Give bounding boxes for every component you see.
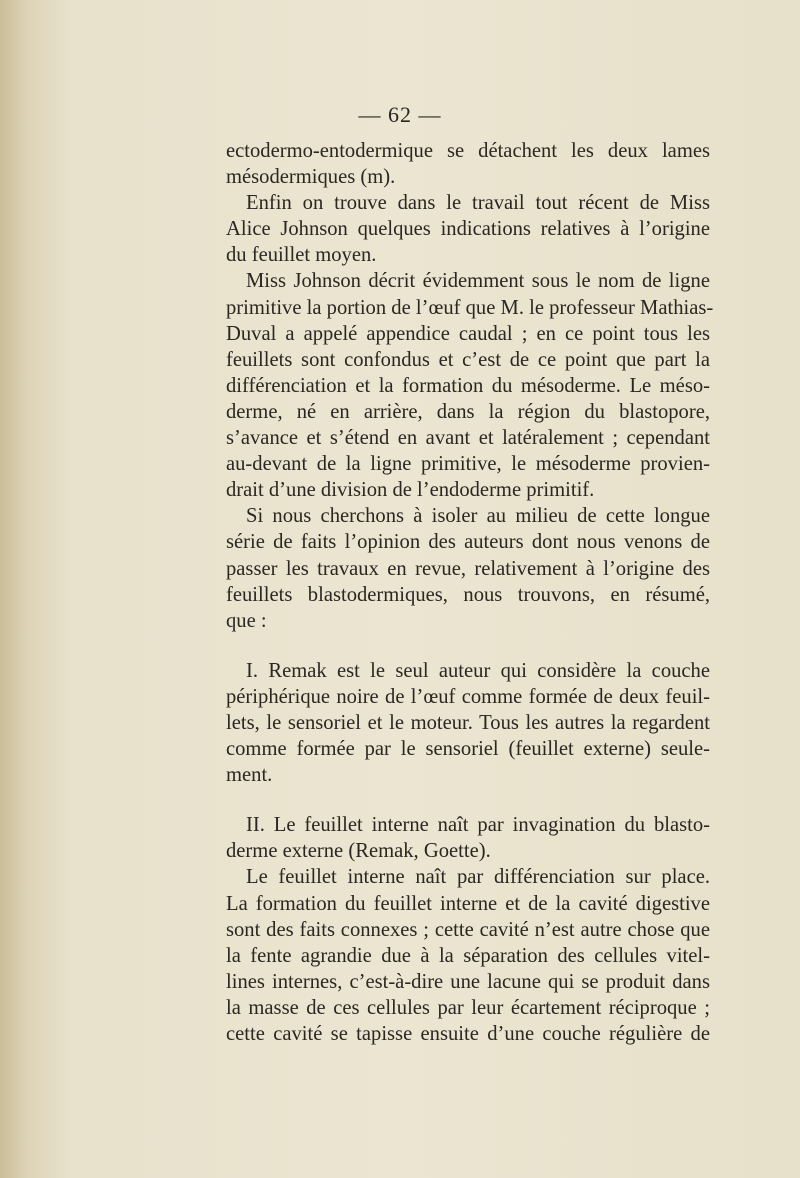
text-line: périphérique noire de l’œuf comme formée de deux feuil- bbox=[226, 685, 710, 708]
paragraph-gap bbox=[226, 788, 710, 812]
text-line: différenciation et la formation du mésoderme. Le méso- bbox=[226, 374, 710, 397]
text-line: drait d’une division de l’endoderme primitif. bbox=[226, 479, 595, 502]
text-line: Le feuillet interne naît par différenciation sur place. bbox=[246, 866, 710, 889]
text-line: que : bbox=[226, 609, 267, 632]
text-line: ment. bbox=[226, 764, 273, 787]
text-line: lines internes, c’est-à-dire une lacune qui se produit dans bbox=[226, 970, 710, 993]
text-line: Alice Johnson quelques indications relatives à l’origine bbox=[226, 218, 710, 241]
text-line: derme externe (Remak, Goette). bbox=[226, 840, 491, 863]
text-line: la masse de ces cellules par leur écartement réciproque ; bbox=[226, 996, 710, 1019]
text-line: la fente agrandie due à la séparation des cellules vitel- bbox=[226, 944, 710, 967]
text-line: primitive la portion de l’œuf que M. le professeur Mathias- bbox=[226, 296, 714, 319]
text-line: II. Le feuillet interne naît par invagination du blasto- bbox=[246, 814, 710, 837]
text-line: feuillets blastodermiques, nous trouvons, en résumé, bbox=[226, 583, 710, 606]
text-line: Si nous cherchons à isoler au milieu de cette longue bbox=[246, 505, 710, 528]
text-line: passer les travaux en revue, relativement à l’origine des bbox=[226, 557, 710, 580]
page-number: — 62 — bbox=[358, 102, 442, 127]
text-line: Duval a appelé appendice caudal ; en ce point tous les bbox=[226, 322, 710, 345]
text-line: s’avance et s’étend en avant et latéralement ; cependant bbox=[226, 427, 710, 450]
text-line: du feuillet moyen. bbox=[226, 244, 377, 267]
text-line: La formation du feuillet interne et de la cavité digestive bbox=[226, 892, 710, 915]
text-line: feuillets sont confondus et c’est de ce point que part la bbox=[226, 348, 710, 371]
text-line: Enfin on trouve dans le travail tout récent de Miss bbox=[246, 192, 710, 215]
text-line: cette cavité se tapisse ensuite d’une couche régulière de bbox=[226, 1023, 710, 1045]
text-line: série de faits l’opinion des auteurs dont nous venons de bbox=[226, 531, 710, 554]
text-line: lets, le sensoriel et le moteur. Tous les autres la regardent bbox=[226, 711, 710, 734]
text-line: mésodermiques (m). bbox=[226, 166, 396, 189]
text-line: sont des faits connexes ; cette cavité n’est autre chose que bbox=[226, 918, 710, 941]
text-line: Miss Johnson décrit évidemment sous le nom de ligne bbox=[246, 270, 710, 293]
text-line: comme formée par le sensoriel (feuillet externe) seule- bbox=[226, 738, 710, 761]
text-line: I. Remak est le seul auteur qui considère la couche bbox=[246, 659, 710, 682]
body-text bbox=[226, 138, 714, 1047]
text-line: derme, né en arrière, dans la région du blastopore, bbox=[226, 400, 710, 423]
text-line: au-devant de la ligne primitive, le mésoderme provien- bbox=[226, 453, 710, 476]
paragraph-gap bbox=[226, 634, 710, 658]
text-line: ectodermo-entodermique se détachent les deux lames bbox=[226, 140, 710, 162]
